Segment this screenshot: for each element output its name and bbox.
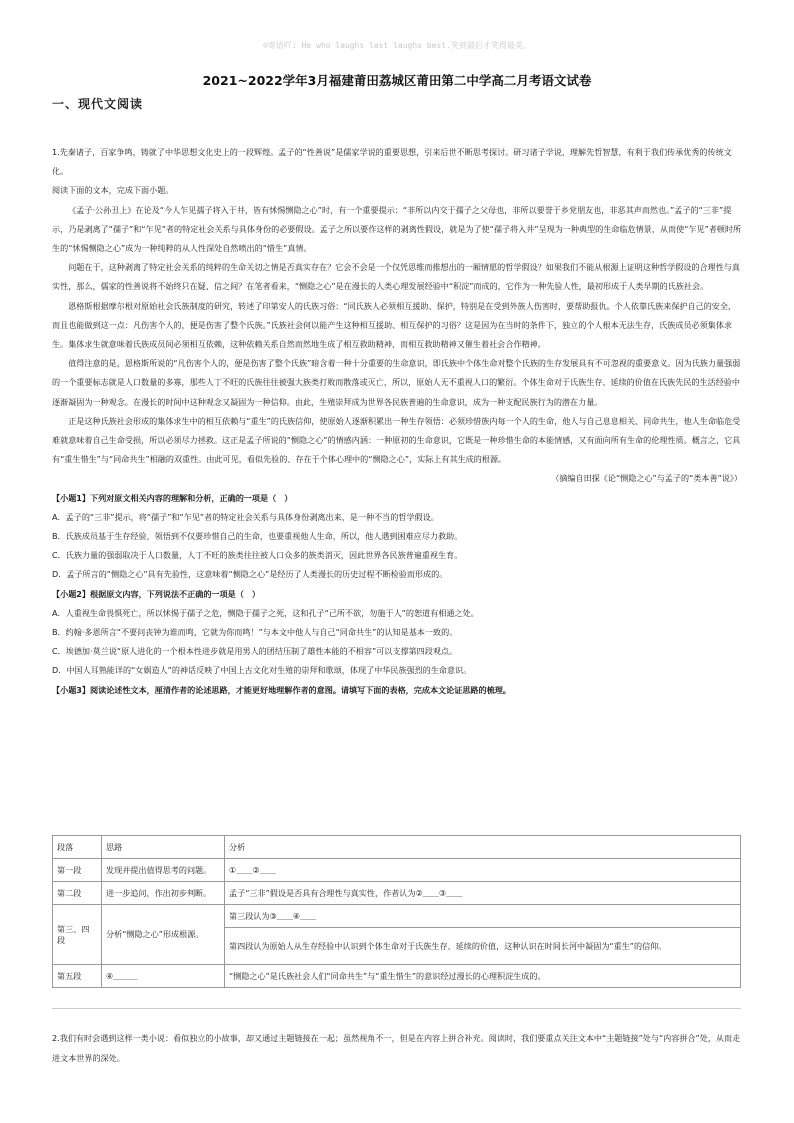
source-citation: （摘编自田探《论“恻隐之心”与孟子的“类本善”说》） [551,473,742,484]
question-1-option-b: B．氏族成员基于生存经验，领悟到不仅要珍惜自己的生命，也要重视他人生命，所以，他人遇到困难应尽力救助。 [52,531,463,542]
table-cell: 发现并提出值得思考的问题。 [102,859,225,882]
question-2-option-b: B．约翰·多恩所言“不要问丧钟为谁而鸣，它就为你而鸣！”与本文中他人与自己“同命共生”的认知是基本一致的。 [52,627,458,638]
table-cell: 第一段 [53,859,102,882]
question-1-option-d: D．孟子所言的“恻隐之心”具有先验性，这意味着“恻隐之心”是经历了人类漫长的历史过程不断检验而形成的。 [52,569,448,580]
question-3-stem: 【小题3】阅读论述性文本，厘清作者的论述思路，才能更好地理解作者的意图。请填写下面的表格，完成本文论证思路的梳理。 [52,684,511,695]
question-2-block [52,1028,742,1068]
answer-blank-cell[interactable]: 孟子“三非”假设是否具有合理性与真实性，作者认为②＿＿③＿＿ [225,882,741,905]
question-2-option-a: A．人重视生命畏惧死亡，所以怵惕于孺子之危，恻隐于孺子之死，这和孔子“己所不欲，勿施于人”的恕道有相通之处。 [52,607,479,618]
table-row [53,965,741,988]
question-1-option-c: C．氏族力量的强弱取决于人口数量，人丁不旺的族类往往被人口众多的族类消灭，因此世界各民族普遍重视生育。 [52,550,463,561]
section-heading: 一、现代文阅读 [52,97,144,111]
question-2-option-d: D．中国人耳熟能详的“女娲造人”的神话反映了中国上古文化对生殖的崇拜和歌颂，体现了中华民族强烈的生命意识。 [52,665,472,676]
table-cell: 第五段 [53,965,102,988]
passage-paragraph-3: 恩格斯根据摩尔根对原始社会氏族制度的研究，转述了印第安人的氏族习俗：“同氏族人必须相互援助、保护，特别是在受到外族人伤害时，要帮助报仇。个人依靠氏族来保护自己的安全，而且也能做到这一点：凡伤害个人的，便是伤害了整个氏族。”氏族社会何以能产生这种相互援助、相互保护的习俗？这是因为在当时的条件下，独立的个人根本无法生存，氏族成员必须集体求生。集体求生就意味着氏族成员间必须相互依赖，这种依赖关系自然而然地生成了相互救助精神，而相互救助精神又催生着社会合作精神。 [52,300,737,350]
table-header: 段落 [53,836,102,859]
table-row [53,859,741,882]
passage-paragraph-1: 《孟子·公孙丑上》在论及“今人乍见孺子将入于井，皆有怵惕恻隐之心”时，有一个重要提示：“非所以内交于孺子之父母也，非所以要誉于乡党朋友也，非恶其声而然也。”孟子的“三非”提示，乃是剥离了“孺子”和“乍见”者的特定社会关系与具体身份的必要假设。孟子之所以要作这样的剥离性假设，就是为了使“孺子将入井”呈现为一种典型的生命临危情景，从而使“乍见”者顿时所生的“怵惕恻隐之心”成为一种纯粹的从人性深处自然喷出的“惜生”真情。 [52,204,742,254]
answer-blank-cell[interactable]: ①＿＿②＿＿ [225,859,741,882]
table-cell: 第四段认为原始人从生存经验中认识到个体生命对于氏族生存、延续的价值，这种认识在时间长河中凝固为“重生”的信仰。 [225,928,741,965]
intro-paragraph: 1.先秦诸子，百家争鸣，铸就了中华思想文化史上的一段辉煌。孟子的“性善说”是儒家学说的重要思想，引来后世不断思考探讨。研习诸子学说，理解先哲智慧，有利于我们传承优秀的传统文化。 [52,147,732,177]
table-cell: 分析“恻隐之心”形成根源。 [102,905,225,965]
question-2-option-c: C．埃德加·莫兰说“原人进化的一个根本性进步就是用男人的团结压制了雄性本能的不相容”可以支撑第四段观点。 [52,646,458,657]
table-header: 思路 [102,836,225,859]
table-row [53,882,741,905]
analysis-table [52,835,741,988]
answer-blank-cell[interactable]: 第三段认为③＿＿④＿＿ [225,905,741,928]
table-row [53,905,741,928]
table-cell: 第三、四段 [53,905,102,965]
watermark: ☺寄语吖: He who laughs last laughs best.笑到最后才笑得最美。 [263,41,531,50]
question-2-intro: 2.我们有时会遇到这样一类小说：看似独立的小故事，却又通过主题链接在一起；虽然视角不一，但是在内容上拼合补充。阅读时，我们要重点关注文本中“主题链接”处与“内容拼合”处，从而走进文本世界的深处。 [52,1033,741,1063]
reading-passage [52,143,742,700]
question-1-option-a: A．孟子的“三非”提示，将“孺子”和“乍见”者的特定社会关系与具体身份剥离出来，是一种不当的哲学假设。 [52,511,439,522]
table-cell: 第二段 [53,882,102,905]
table-header-row [53,836,741,859]
table-cell: 进一步追问，作出初步判断。 [102,882,225,905]
passage-paragraph-4: 值得注意的是，恩格斯所说的“凡伤害个人的，便是伤害了整个氏族”暗含着一种十分重要的生命意识，即氏族中个体生命对整个氏族的生存发展具有不可忽视的重要意义。因为氏族力量强弱的一个重要标志就是人口数量的多寡，那些人丁不旺的氏族往往被强大族类打败而散落或灭亡，所以，原始人无不重视人口的繁衍。个体生命对于氏族生存、延续的价值在氏族先民的生活经验中逐渐凝固为一种观念。在漫长的时间中这种观念又凝固为一种信仰。由此，生殖崇拜成为世界各民族普遍的生命意识，成为一种支配民族行为的潜在力量。 [52,358,741,407]
divider [52,1008,741,1009]
question-1-stem: 【小题1】下列对原文相关内容的理解和分析，正确的一项是（ ） [52,492,293,503]
passage-paragraph-5: 正是这种氏族社会形成的集体求生中的相互依赖与“重生”的氏族信仰，使原始人逐渐积累出一种生存领悟：必须珍惜族内每一个人的生命，他人与自己息息相关、同命共生，他人生命临危受难就意味着自己生命受损，所以必须尽力拯救。这正是孟子所说的“恻隐之心”的情感内涵：一种原初的生命意识，它既是一种珍惜生命的本能情感，又有面向所有生命的伦理性质。概言之，它具有“重生惜生”与“同命共生”相融的双重性。由此可见，看似先验的、存在于个体心理中的“恻隐之心”，实际上有其生成的根源。 [52,415,741,465]
instruction: 阅读下面的文本，完成下面小题。 [52,185,174,196]
question-2-stem: 【小题2】根据原文内容，下列说法不正确的一项是（ ） [52,588,260,599]
table-header: 分析 [225,836,741,859]
table-cell: “恻隐之心”是氏族社会人们“同命共生”与“重生惜生”的意识经过漫长的心理积淀生成的。 [225,965,741,988]
page-title: 2021~2022学年3月福建莆田荔城区莆田第二中学高二月考语文试卷 [202,73,592,88]
answer-blank-cell[interactable]: ④＿＿＿ [102,965,225,988]
passage-paragraph-2: 问题在于，这种剥离了特定社会关系的纯粹的生命关切之情是否真实存在？它会不会是一个仅凭思维而推想出的一厢情愿的哲学假设？如果我们不能从根源上证明这种哲学假设的合理性与真实性，那么，儒家的性善说将不始终只在疑、信之间？在笔者看来，“恻隐之心”是在漫长的人类心理发展经验中“积淀”而成的，它作为一种先验人性，最初形成于人类早期的氏族社会。 [52,262,740,292]
